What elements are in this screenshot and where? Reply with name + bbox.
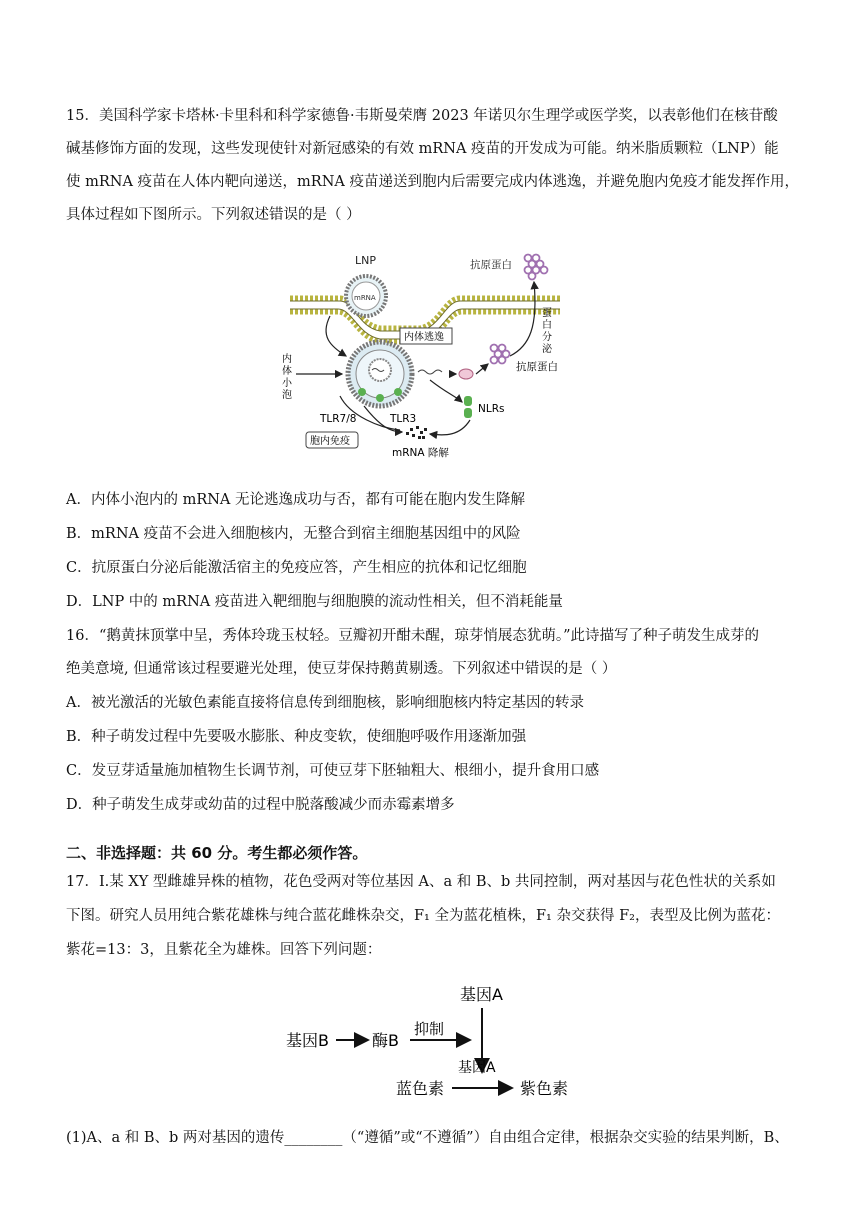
- q15-option-c: C．抗原蛋白分泌后能激活宿主的免疫应答，产生相应的抗体和记忆细胞: [66, 560, 527, 576]
- q17-sub1: (1)A、a 和 B、b 两对基因的遗传________（“遵循”或“不遵循”）自由组合定律，根据杂交实验的结果判断，B、: [66, 1130, 789, 1146]
- lnp-label: LNP: [355, 254, 376, 267]
- ribosome-icon: [459, 369, 473, 379]
- lnp-mrna-label: mRNA: [354, 294, 376, 302]
- q15-option-d: D．LNP 中的 mRNA 疫苗进入靶细胞与细胞膜的流动性相关，但不消耗能量: [66, 594, 563, 610]
- q15-stem-line: 碱基修饰方面的发现，这些发现使针对新冠感染的有效 mRNA 疫苗的开发成为可能。纳米脂质颗粒（LNP）能: [66, 141, 779, 157]
- q16-option-c: C．发豆芽适量施加植物生长调节剂，可使豆芽下胚轴粗大、根细小，提升食用口感: [66, 763, 600, 779]
- antigen-mid-label: 抗原蛋白: [516, 361, 558, 373]
- escape-label: 内体逃逸: [404, 332, 444, 343]
- section-heading: 二、非选择题：共 60 分。考生都必须作答。: [66, 844, 368, 862]
- gene-b-label: 基因B: [286, 1031, 329, 1050]
- q16-option-b: B．种子萌发过程中先要吸水膨胀、种皮变软，使细胞呼吸作用逐渐加强: [66, 729, 527, 745]
- antigen-top-label: 抗原蛋白: [470, 259, 512, 271]
- q16-option-d: D．种子萌发生成芽或幼苗的过程中脱落酸减少而赤霉素增多: [66, 797, 455, 813]
- vesicle-label: 体: [282, 366, 292, 377]
- tlr-receptor-icon: [376, 394, 384, 402]
- tlr-receptor-icon: [394, 388, 402, 396]
- enzyme-b-label: 酶B: [372, 1031, 399, 1050]
- q15-option-a: A．内体小泡内的 mRNA 无论逃逸成功与否，都有可能在胞内发生降解: [66, 492, 526, 508]
- secretion-label: 分: [542, 332, 552, 343]
- vesicle-label: 泡: [282, 390, 292, 401]
- antigen-protein-icon: [491, 345, 510, 364]
- q17-stem-line: 17．Ⅰ.某 XY 型雌雄异株的植物，花色受两对等位基因 A、a 和 B、b 共同控制，两对基因与花色性状的关系如: [66, 874, 776, 890]
- secretion-label: 泌: [542, 344, 552, 355]
- immunity-label: 胞内免疫: [310, 436, 350, 447]
- inhibit-label: 抑制: [414, 1020, 445, 1038]
- nlrs-receptor-icon: [464, 396, 472, 418]
- q17-stem-line: 紫花=13：3，且紫花全为雄株。回答下列问题：: [66, 942, 382, 958]
- tlr78-label: TLR7/8: [320, 413, 357, 425]
- vesicle-label: 小: [282, 378, 292, 389]
- antigen-protein-icon: [525, 255, 548, 280]
- q15-stem-line: 15．美国科学家卡塔林·卡里科和科学家德鲁·韦斯曼荣膺 2023 年诺贝尔生理学或医学奖，以表彰他们在核苷酸: [66, 108, 778, 124]
- blue-pigment-label: 蓝色素: [396, 1079, 445, 1098]
- gene-a-top-label: 基因A: [460, 985, 503, 1004]
- secretion-label: 白: [542, 320, 552, 331]
- mrna-vaccine-diagram: [280, 246, 570, 461]
- released-mrna-icon: [418, 370, 442, 374]
- q16-option-a: A．被光激活的光敏色素能直接将信息传到细胞核，影响细胞核内特定基因的转录: [66, 695, 584, 711]
- q15-stem-line: 具体过程如下图所示。下列叙述错误的是（ ）: [66, 207, 361, 223]
- gene-a-arrow-label: 基因A: [458, 1060, 496, 1076]
- gene-pathway-diagram: [280, 978, 600, 1108]
- degraded-mrna-icon: [406, 426, 427, 439]
- q15-option-b: B．mRNA 疫苗不会进入细胞核内，无整合到宿主细胞基因组中的风险: [66, 526, 521, 542]
- q15-stem-line: 使 mRNA 疫苗在人体内靶向递送，mRNA 疫苗递送到胞内后需要完成内体逃逸，并避免胞内免疫才能发挥作用，: [66, 174, 799, 190]
- vesicle-label: 内: [282, 354, 292, 365]
- purple-pigment-label: 紫色素: [520, 1079, 569, 1098]
- secretion-label: 蛋: [542, 308, 552, 319]
- q16-stem-line: 16．“鹅黄抹顶掌中呈，秀体玲珑玉杖轻。豆瓣初开酣未醒，琼芽悄展态犹萌。”此诗描写了种子萌发生成芽的: [66, 628, 760, 644]
- q16-stem-line: 绝美意境, 但通常该过程要避光处理，使豆芽保持鹅黄剔透。下列叙述中错误的是（ ）: [66, 661, 617, 677]
- tlr-receptor-icon: [358, 388, 366, 396]
- q17-stem-line: 下图。研究人员用纯合紫花雄株与纯合蓝花雌株杂交，F₁ 全为蓝花植株，F₁ 杂交获得 F₂，表型及比例为蓝花：: [66, 908, 780, 924]
- nlrs-label: NLRs: [478, 403, 505, 415]
- degrade-label: mRNA 降解: [392, 447, 449, 459]
- tlr3-label: TLR3: [390, 413, 417, 425]
